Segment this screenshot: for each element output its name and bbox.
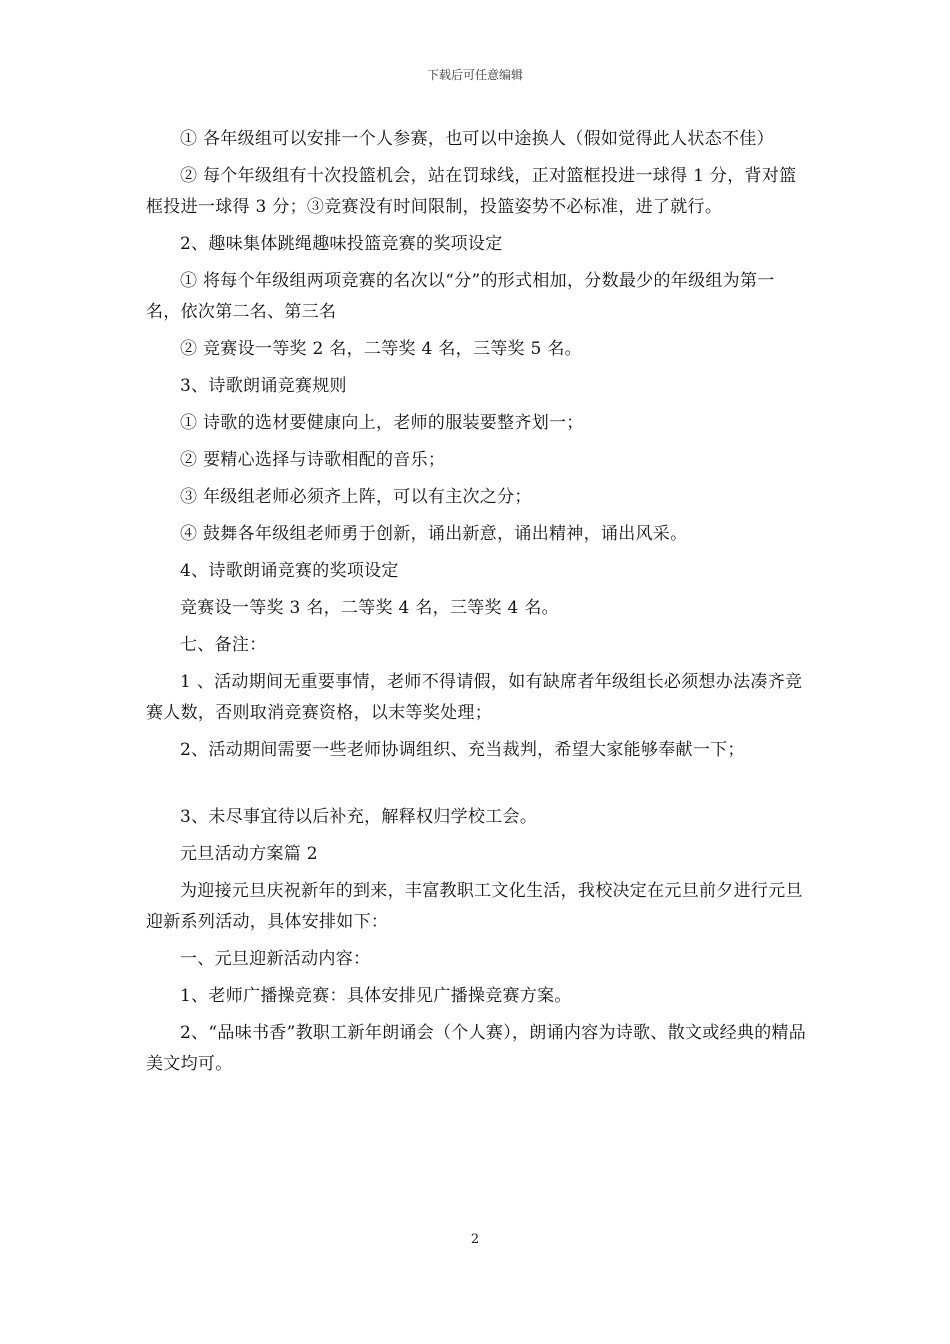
paragraph: 2、活动期间需要一些老师协调组织、充当裁判，希望大家能够奉献一下； — [180, 740, 745, 760]
section-heading: 3、诗歌朗诵竞赛规则 — [180, 376, 347, 396]
document-body — [146, 124, 808, 1086]
paragraph: 2、“品味书香”教职工新年朗诵会（个人赛），朗诵内容为诗歌、散文或经典的精品美文均可。 — [146, 1023, 807, 1074]
paragraph: ③ 年级组老师必须齐上阵，可以有主次之分； — [180, 487, 532, 507]
paragraph: 竞赛设一等奖 3 名，二等奖 4 名，三等奖 4 名。 — [180, 598, 559, 618]
paragraph: 1 、活动期间无重要事情，老师不得请假，如有缺席者年级组长必须想办法凑齐竞赛人数，否则取消竞赛资格，以末等奖处理； — [146, 672, 803, 723]
paragraph: ④ 鼓舞各年级组老师勇于创新，诵出新意，诵出精神，诵出风采。 — [180, 524, 688, 544]
section-heading: 2、趣味集体跳绳趣味投篮竞赛的奖项设定 — [180, 234, 503, 254]
paragraph: ① 诗歌的选材要健康向上，老师的服装要整齐划一； — [180, 413, 584, 433]
paragraph: ② 竞赛设一等奖 2 名，二等奖 4 名，三等奖 5 名。 — [180, 339, 582, 359]
page-number: 2 — [470, 1232, 480, 1247]
paragraph: ① 各年级组可以安排一个人参赛，也可以中途换人（假如觉得此人状态不佳） — [180, 129, 774, 149]
page-header-note: 下载后可任意编辑 — [426, 68, 523, 82]
section-heading: 七、备注： — [180, 635, 267, 655]
paragraph: 为迎接元旦庆祝新年的到来，丰富教职工文化生活，我校决定在元旦前夕进行元旦迎新系列活动，具体安排如下： — [146, 881, 803, 932]
paragraph: ① 将每个年级组两项竞赛的名次以“分”的形式相加，分数最少的年级组为第一名，依次第二名、第三名 — [146, 271, 775, 322]
paragraph: ② 每个年级组有十次投篮机会，站在罚球线，正对篮框投进一球得 1 分，背对篮框投进一球得 3 分；③竞赛没有时间限制，投篮姿势不必标准，进了就行。 — [146, 166, 797, 217]
section-title: 元旦活动方案篇 2 — [180, 844, 318, 864]
section-heading: 一、元旦迎新活动内容： — [180, 949, 371, 969]
paragraph: ② 要精心选择与诗歌相配的音乐； — [180, 450, 446, 470]
paragraph: 1、老师广播操竞赛：具体安排见广播操竞赛方案。 — [180, 986, 572, 1006]
paragraph: 3、未尽事宜待以后补充，解释权归学校工会。 — [180, 807, 538, 827]
section-heading: 4、诗歌朗诵竞赛的奖项设定 — [180, 561, 399, 581]
